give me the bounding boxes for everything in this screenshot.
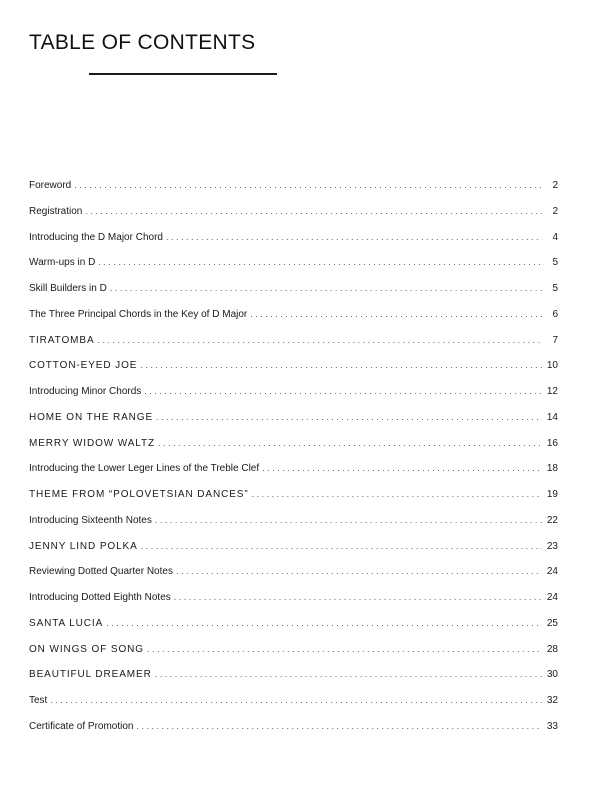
toc-entry-title: TIRATOMBA — [29, 334, 95, 346]
toc-entry-page: 24 — [546, 566, 558, 578]
dot-leader — [252, 486, 542, 502]
toc-entry-page: 33 — [546, 720, 558, 732]
toc-entry-dotted-eighth-notes — [29, 589, 558, 615]
toc-entry-dotted-quarter-notes — [29, 563, 558, 589]
toc-entry-polovetsian-dances — [29, 486, 558, 512]
toc-entry-principal-chords — [29, 306, 558, 332]
dot-leader — [98, 332, 542, 348]
toc-entry-home-on-the-range — [29, 409, 558, 435]
toc-entry-title: Test — [29, 695, 48, 706]
toc-entry-beautiful-dreamer — [29, 666, 558, 692]
toc-entry-title: Foreword — [29, 180, 72, 191]
toc-entry-sixteenth-notes — [29, 512, 558, 538]
toc-entry-merry-widow-waltz — [29, 435, 558, 461]
toc-entry-title: Certificate of Promotion — [29, 720, 134, 732]
dot-leader — [106, 615, 542, 631]
dot-leader — [174, 589, 542, 605]
dot-leader — [74, 177, 542, 193]
toc-entry-page: 2 — [552, 205, 558, 217]
dot-leader — [166, 229, 542, 245]
toc-entry-title: ON WINGS OF SONG — [29, 643, 144, 655]
toc-entry-page: 23 — [546, 540, 558, 552]
toc-entry-foreword — [29, 177, 558, 203]
toc-entry-title: THEME FROM “POLOVETSIAN DANCES” — [29, 489, 249, 500]
toc-entry-title: Introducing the D Major Chord — [29, 231, 163, 243]
dot-leader — [155, 666, 542, 682]
toc-entry-page: 30 — [546, 669, 558, 681]
dot-leader — [155, 512, 542, 528]
page-title: TABLE OF CONTENTS — [29, 31, 256, 54]
dot-leader — [262, 460, 542, 476]
dot-leader — [141, 538, 542, 554]
toc-entry-title: HOME ON THE RANGE — [29, 411, 154, 423]
dot-leader — [176, 563, 542, 579]
toc-entry-cotton-eyed-joe — [29, 357, 558, 383]
toc-entry-page: 19 — [546, 489, 558, 500]
toc-entry-certificate — [29, 718, 558, 744]
toc-entry-page: 14 — [546, 411, 558, 423]
toc-entry-d-major-chord — [29, 229, 558, 255]
toc-entry-tiratomba — [29, 332, 558, 358]
toc-entry-title: BEAUTIFUL DREAMER — [29, 669, 152, 681]
toc-entry-title: SANTA LUCIA — [29, 617, 104, 629]
toc-entry-title: COTTON-EYED JOE — [29, 360, 138, 372]
toc-entry-title: Introducing Dotted Eighth Notes — [29, 592, 171, 603]
toc-entry-title: Registration — [29, 205, 83, 217]
toc-entry-registration — [29, 203, 558, 229]
toc-entry-page: 25 — [546, 617, 558, 629]
toc-entry-page: 10 — [546, 360, 558, 372]
toc-entry-page: 18 — [546, 463, 558, 475]
title-underline — [89, 73, 277, 75]
toc-entry-page: 5 — [552, 283, 558, 294]
toc-entry-title: JENNY LIND POLKA — [29, 540, 138, 552]
toc-entry-jenny-lind-polka — [29, 538, 558, 564]
dot-leader — [137, 718, 543, 734]
toc-entry-title: Skill Builders in D — [29, 283, 107, 294]
toc-entry-title: Introducing the Lower Leger Lines of the Treble Clef — [29, 463, 260, 475]
toc-entry-on-wings-of-song — [29, 641, 558, 667]
toc-entry-page: 12 — [546, 386, 558, 397]
toc-entry-warm-ups — [29, 254, 558, 280]
dot-leader — [110, 280, 542, 296]
toc-entry-page: 24 — [546, 592, 558, 603]
toc-entry-page: 2 — [552, 180, 558, 191]
toc-entry-title: Reviewing Dotted Quarter Notes — [29, 566, 173, 578]
toc-entry-page: 7 — [552, 334, 558, 346]
dot-leader — [156, 409, 542, 425]
toc-entry-title: Introducing Minor Chords — [29, 386, 142, 397]
toc-entry-page: 28 — [546, 643, 558, 655]
toc-entry-santa-lucia — [29, 615, 558, 641]
toc-list — [29, 177, 558, 744]
toc-entry-minor-chords — [29, 383, 558, 409]
toc-entry-page: 6 — [552, 308, 558, 320]
dot-leader — [50, 692, 542, 708]
toc-entry-title: MERRY WIDOW WALTZ — [29, 437, 156, 449]
toc-entry-test — [29, 692, 558, 718]
toc-entry-page: 22 — [546, 514, 558, 526]
toc-entry-leger-lines — [29, 460, 558, 486]
dot-leader — [98, 254, 542, 270]
dot-leader — [140, 357, 542, 373]
dot-leader — [158, 435, 542, 451]
toc-entry-page: 32 — [546, 695, 558, 706]
toc-entry-page: 4 — [552, 231, 558, 243]
dot-leader — [85, 203, 542, 219]
toc-entry-skill-builders — [29, 280, 558, 306]
dot-leader — [250, 306, 542, 322]
toc-entry-title: The Three Principal Chords in the Key of D Major — [29, 308, 248, 320]
dot-leader — [147, 641, 542, 657]
toc-entry-page: 16 — [546, 437, 558, 449]
toc-entry-title: Warm-ups in D — [29, 257, 96, 269]
dot-leader — [144, 383, 542, 399]
toc-entry-title: Introducing Sixteenth Notes — [29, 514, 152, 526]
toc-entry-page: 5 — [552, 257, 558, 269]
